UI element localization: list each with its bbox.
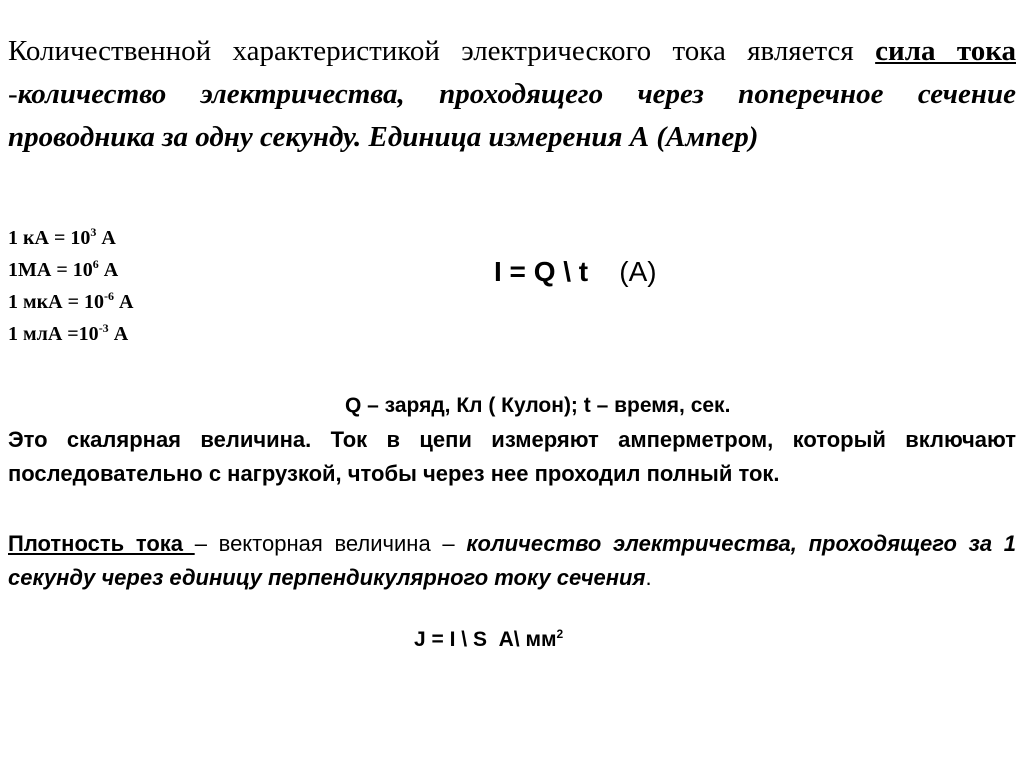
intro-dash: - bbox=[8, 78, 18, 110]
formula-expression: I = Q \ t bbox=[494, 256, 589, 287]
intro-paragraph bbox=[8, 30, 1016, 159]
formula-legend: Q – заряд, Кл ( Кулон); t – время, сек. bbox=[345, 394, 731, 417]
scalar-paragraph: Это скалярная величина. Ток в цепи измеряют амперметром, который включают последовательно с нагрузкой, чтобы через нее проходил полный ток. bbox=[8, 427, 1016, 486]
unit-row: 1 кА = $10^3$ А bbox=[8, 225, 116, 249]
unit-row: $1МА = 10^6$ А bbox=[8, 257, 119, 281]
density-text: – векторная величина – bbox=[194, 531, 467, 556]
current-definition: количество электричества, проходящего через поперечное сечение проводника за одну секунду. Единица измерения А (Ампер) bbox=[8, 78, 1016, 153]
formula-unit: (А) bbox=[619, 256, 657, 287]
unit-conversions bbox=[8, 222, 133, 350]
unit-row: 1 мкА = $10^{-6}$ А bbox=[8, 289, 134, 313]
density-paragraph: Плотность тока – векторная величина – количество электричества, проходящего за 1 секунду через единицу перпендикулярного току сечения. bbox=[8, 531, 1016, 590]
term-current-density: Плотность тока bbox=[8, 531, 195, 556]
intro-text: Количественной характеристикой электрического тока является bbox=[8, 35, 876, 67]
density-definition: количество электричества, проходящего за 1 секунду через единицу перпендикулярного току сечения bbox=[8, 531, 1016, 590]
current-formula bbox=[494, 256, 657, 288]
unit-row: 1 млА $=10^{-3}$ А bbox=[8, 321, 129, 345]
term-current-strength: сила тока bbox=[875, 35, 1016, 67]
density-formula: J = I \ S А\ $мм^2$ bbox=[414, 627, 564, 651]
